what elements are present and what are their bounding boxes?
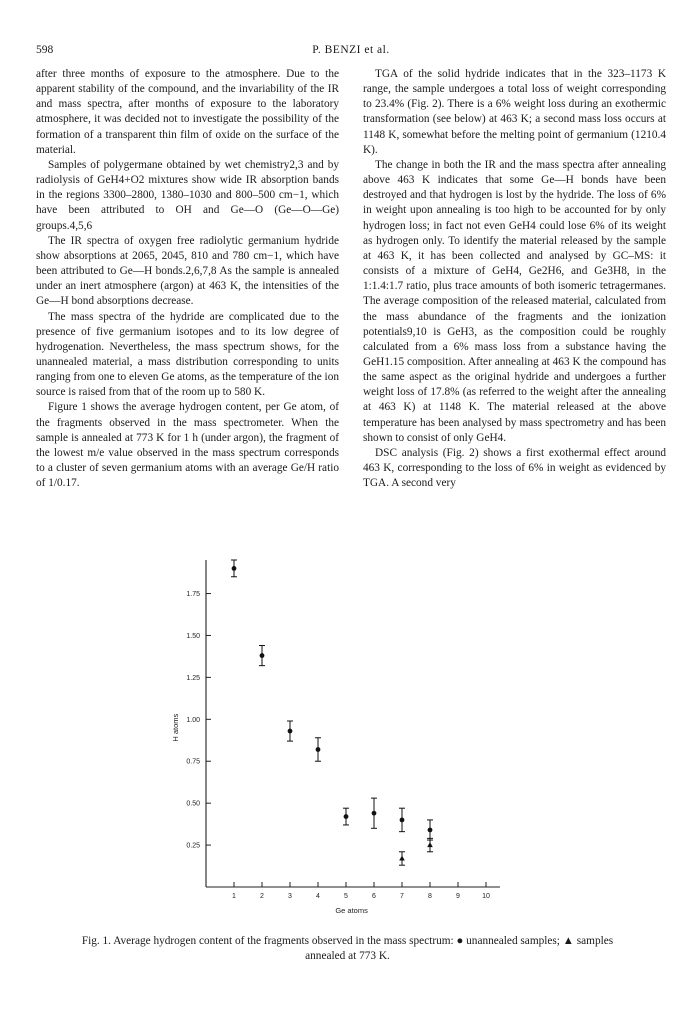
x-tick-label: 1: [232, 893, 236, 900]
data-point-unannealed: [428, 828, 433, 833]
data-point-unannealed: [344, 814, 349, 819]
data-point-annealed: [427, 842, 433, 847]
y-tick-label: 0.50: [186, 800, 200, 808]
paragraph: TGA of the solid hydride indicates that in the 323–1173 K range, the sample undergoes a total loss of weight corresponding to 23.4% (Fig. 2). There is a 6% weight loss during an exothermic transformation (see below) at 463 K; a second mass loss occurs at 1148 K, somewhat before the melting point of germanium (1210.4 K).: [363, 68, 666, 156]
x-tick-label: 8: [428, 893, 432, 900]
data-point-unannealed: [372, 811, 377, 816]
x-tick-label: 10: [482, 893, 490, 900]
paragraph: The IR spectra of oxygen free radiolytic germanium hydride show absorptions at 2065, 2045, 810 and 780 cm−1, which have been attributed to Ge—H bonds.2,6,7,8 As the sample is annealed under an inert atmosphere (argon) at 463 K, the intensities of the Ge—H bond absorptions decrease.: [36, 234, 339, 308]
y-tick-label: 0.75: [186, 758, 200, 766]
page-header: [36, 44, 666, 60]
data-point-annealed: [399, 855, 405, 860]
running-head: P. BENZI et al.: [312, 44, 390, 56]
x-tick-label: 7: [400, 893, 404, 900]
figure-1: [150, 548, 540, 933]
paragraph: Figure 1 shows the average hydrogen content, per Ge atom, of the fragments observed in the mass spectrometer. When the sample is annealed at 773 K for 1 h (under argon), the fragment of the lowest m/e value observed in the mass spectrum corresponds to a cluster of seven germanium atoms with an average Ge/H ratio of 1/0.17.: [36, 401, 339, 490]
x-tick-label: 3: [288, 893, 292, 900]
x-tick-label: 4: [316, 893, 320, 900]
x-axis-label: Ge atoms: [335, 906, 368, 915]
y-tick-label: 1.25: [186, 674, 200, 682]
figure-caption: Fig. 1. Average hydrogen content of the fragments observed in the mass spectrum: ● unannealed samples; ▲ samples annealed at 773 K.: [81, 935, 614, 962]
page-number: 598: [36, 44, 54, 56]
right-column: [363, 67, 666, 491]
paragraph: after three months of exposure to the atmosphere. Due to the apparent stability of the compound, and the invariability of the IR and mass spectra, after months of exposure to the laboratory atmosphere, it was decided not to investigate the possibility of the formation of a transparent thin film of oxide on the surface of the material.: [36, 68, 339, 156]
y-tick-label: 1.50: [186, 632, 200, 640]
left-column: [36, 67, 339, 491]
y-axis-label: H atoms: [171, 713, 180, 742]
y-tick-label: 1.00: [186, 716, 200, 724]
x-tick-label: 9: [456, 893, 460, 900]
paragraph: DSC analysis (Fig. 2) shows a first exothermal effect around 463 K, corresponding to the loss of 6% in weight as evidenced by TGA. A second very: [363, 446, 666, 490]
paragraph: The change in both the IR and the mass spectra after annealing above 463 K indicates that some Ge—H bonds have been destroyed and that hydrogen is lost by the hydride. The loss of 6% in weight upon annealing is too high to be accounted for by only hydrogen loss; in fact not even GeH4 could lose 6% of its weight as hydrogen only. To identify the material released by the sample at 463 K, it has been collected and analysed by GC–MS: it consists of a mixture of GeH4, Ge2H6, and Ge3H8, in the 1:1.4:1.7 ratio, plus trace amounts of both isomeric tetragermanes. The average composition of the released material, calculated from the mass abundance of the fragments and the ionization potentials9,10 is GeH3, as the composition could be roughly calculated from a 6% mass loss from a substance having the GeH1.15 composition. After annealing at 463 K the compound has the same aspect as the original hydride and undergoes a further weight loss of 17.8% (as referred to the weight after the annealing at 463 K) at 1148 K. The material released at the above temperature has been analysed by mass spectrometry and has been shown to consist of only GeH4.: [363, 158, 666, 444]
hydrogen-content-chart: [150, 548, 540, 933]
paragraph: Samples of polygermane obtained by wet chemistry2,3 and by radiolysis of GeH4+O2 mixtures show wide IR absorption bands in the regions 3300–2800, 1380–1030 and 800–500 cm−1, which have been attributed to OH and Ge—O (Ge—O—Ge) groups.4,5,6: [36, 158, 339, 232]
x-tick-label: 6: [372, 893, 376, 900]
data-point-unannealed: [232, 566, 237, 571]
x-tick-label: 2: [260, 893, 264, 900]
paragraph: The mass spectra of the hydride are complicated due to the presence of five germanium isotopes and to its low degree of hydrogenation. Nevertheless, the mass spectrum shows, for the unannealed material, a mass distribution corresponding to units ranging from one to eleven Ge atoms, as the temperature of the ion source is raised from that of the room up to 580 K.: [36, 310, 339, 399]
data-point-unannealed: [288, 729, 293, 734]
x-tick-label: 5: [344, 893, 348, 900]
y-tick-label: 1.75: [186, 591, 200, 599]
y-tick-label: 0.25: [186, 842, 200, 850]
data-point-unannealed: [316, 747, 321, 752]
data-point-unannealed: [260, 653, 265, 658]
data-point-unannealed: [400, 818, 405, 823]
